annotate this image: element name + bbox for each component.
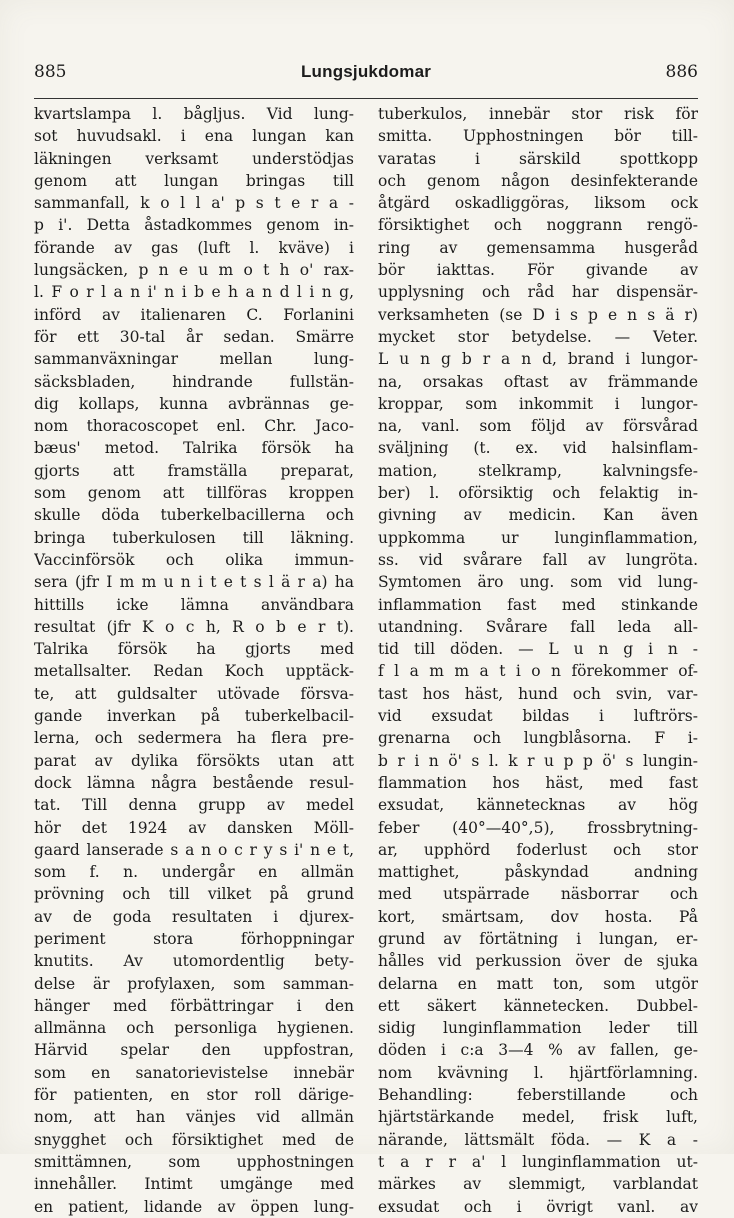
- text-line: tat. Till denna grupp av medel: [34, 796, 354, 815]
- text-line: Behandling: feberstillande och: [378, 1086, 698, 1105]
- text-line: periment stora förhoppningar: [34, 929, 354, 948]
- text-line: förande av gas (luft l. kväve) i: [34, 238, 354, 257]
- text-line: exsudat och i övrigt vanl. av: [378, 1197, 698, 1216]
- text-line: grund av förtätning i lungan, er-: [378, 929, 698, 948]
- text-line: en patient, lidande av öppen lung-: [34, 1197, 354, 1216]
- text-line: gande inverkan på tuberkelbacil-: [34, 707, 354, 726]
- text-line: närande, lättsmält föda. — K a -: [378, 1130, 698, 1149]
- header-rule: [34, 98, 698, 99]
- text-line: inflammation fast med stinkande: [378, 595, 698, 614]
- text-line: skulle döda tuberkelbacillerna och: [34, 506, 354, 525]
- text-line: gaard lanserade s a n o c r y s i' n e t,: [34, 840, 354, 859]
- text-line: ber) l. oförsiktig och felaktig in-: [378, 484, 698, 503]
- text-line: varatas i särskild spottkopp: [378, 149, 698, 168]
- text-line: resultat (jfr K o c h, R o b e r t).: [34, 617, 354, 636]
- text-line: smitta. Upphostningen bör till-: [378, 127, 698, 146]
- text-line: parat av dylika försökts utan att: [34, 751, 354, 770]
- text-line: bringa tuberkulosen till läkning.: [34, 528, 354, 547]
- text-line: av de goda resultaten i djurex-: [34, 907, 354, 926]
- text-line: nom thoracoscopet enl. Chr. Jaco-: [34, 417, 354, 436]
- text-line: som f. n. undergår en allmän: [34, 863, 354, 882]
- text-line: för patienten, en stor roll därige-: [34, 1086, 354, 1105]
- text-line: sammanfall, k o l l a' p s t e r a -: [34, 194, 354, 213]
- text-line: ring av gemensamma husgeråd: [378, 238, 698, 257]
- text-line: smittämnen, som upphostningen: [34, 1152, 354, 1171]
- text-line: snygghet och försiktighet med de: [34, 1130, 354, 1149]
- text-line: na, vanl. som följd av försvårad: [378, 417, 698, 436]
- running-header: [34, 62, 698, 92]
- text-line: Härvid spelar den uppfostran,: [34, 1041, 354, 1060]
- text-line: grenarna och lungblåsorna. F i-: [378, 729, 698, 748]
- text-line: sot huvudsakl. i ena lungan kan: [34, 127, 354, 146]
- text-line: gjorts att framställa preparat,: [34, 461, 354, 480]
- text-line: införd av italienaren C. Forlanini: [34, 305, 354, 324]
- text-line: lerna, och sedermera ha flera pre-: [34, 729, 354, 748]
- page-number-right: 886: [665, 62, 698, 82]
- text-line: sidig lunginflammation leder till: [378, 1019, 698, 1038]
- text-line: sammanväxningar mellan lung-: [34, 350, 354, 369]
- text-line: döden i c:a 3—4 % av fallen, ge-: [378, 1041, 698, 1060]
- text-line: hjärtstärkande medel, frisk luft,: [378, 1108, 698, 1127]
- text-line: upplysning och råd har dispensär-: [378, 283, 698, 302]
- text-line: delarna en matt ton, som utgör: [378, 974, 698, 993]
- text-line: innehåller. Intimt umgänge med: [34, 1175, 354, 1194]
- text-column-right: [378, 103, 698, 1218]
- text-line: vid exsudat bildas i luftrörs-: [378, 707, 698, 726]
- text-line: med utspärrade näsborrar och: [378, 885, 698, 904]
- text-line: ett säkert kännetecken. Dubbel-: [378, 996, 698, 1015]
- text-line: tast hos häst, hund och svin, var-: [378, 684, 698, 703]
- text-line: b r i n ö' s l. k r u p p ö' s lungin-: [378, 751, 698, 770]
- text-line: kroppar, som inkommit i lungor-: [378, 394, 698, 413]
- text-line: sera (jfr I m m u n i t e t s l ä r a) ha: [34, 573, 354, 592]
- text-line: mation, stelkramp, kalvningsfe-: [378, 461, 698, 480]
- text-line: utandning. Svårare fall leda all-: [378, 617, 698, 636]
- text-line: dig kollaps, kunna avbrännas ge-: [34, 394, 354, 413]
- text-line: na, orsakas oftast av främmande: [378, 372, 698, 391]
- text-line: allmänna och personliga hygienen.: [34, 1019, 354, 1038]
- text-line: dock lämna några bestående resul-: [34, 773, 354, 792]
- text-line: mycket stor betydelse. — Veter.: [378, 327, 698, 346]
- text-line: mattighet, påskyndad andning: [378, 863, 698, 882]
- text-line: läkningen verksamt understödjas: [34, 149, 354, 168]
- text-line: te, att guldsalter utövade försva-: [34, 684, 354, 703]
- text-line: ss. vid svårare fall av lungröta.: [378, 550, 698, 569]
- text-line: hänger med förbättringar i den: [34, 996, 354, 1015]
- text-line: tuberkulos, innebär stor risk för: [378, 105, 698, 123]
- text-line: knutits. Av utomordentlig bety-: [34, 952, 354, 971]
- text-line: ar, upphörd foderlust och stor: [378, 840, 698, 859]
- text-line: sväljning (t. ex. vid halsinflam-: [378, 439, 698, 458]
- text-line: Symtomen äro ung. som vid lung-: [378, 573, 698, 592]
- text-line: flammation hos häst, med fast: [378, 773, 698, 792]
- text-line: t a r r a' l lunginflammation ut-: [378, 1152, 698, 1171]
- text-line: hittills icke lämna användbara: [34, 595, 354, 614]
- text-line: Vaccinförsök och olika immun-: [34, 550, 354, 569]
- text-line: uppkomma ur lunginflammation,: [378, 528, 698, 547]
- running-title: Lungsjukdomar: [300, 62, 432, 81]
- text-line: tid till döden. — L u n g i n -: [378, 640, 698, 659]
- text-line: hålles vid perkussion över de sjuka: [378, 952, 698, 971]
- text-line: l. F o r l a n i' n i b e h a n d l i n g,: [34, 283, 354, 302]
- text-line: nom kvävning l. hjärtförlamning.: [378, 1063, 698, 1082]
- text-line: bæus' metod. Talrika försök ha: [34, 439, 354, 458]
- text-line: lungsäcken, p n e u m o t h o' rax-: [34, 261, 354, 280]
- text-line: som genom att tillföras kroppen: [34, 484, 354, 503]
- text-line: försiktighet och noggrann rengö-: [378, 216, 698, 235]
- text-line: verksamheten (se D i s p e n s ä r): [378, 305, 698, 324]
- text-line: delse är profylaxen, som samman-: [34, 974, 354, 993]
- text-line: prövning och till vilket på grund: [34, 885, 354, 904]
- text-line: kort, smärtsam, dov hosta. På: [378, 907, 698, 926]
- text-line: och genom någon desinfekterande: [378, 171, 698, 190]
- text-line: kvartslampa l. bågljus. Vid lung-: [34, 105, 354, 123]
- text-line: feber (40°—40°,5), frossbrytning-: [378, 818, 698, 837]
- text-column-left: [34, 103, 354, 1218]
- page-number-left: 885: [34, 62, 67, 82]
- text-line: nom, att han vänjes vid allmän: [34, 1108, 354, 1127]
- text-line: f l a m m a t i o n förekommer of-: [378, 662, 698, 681]
- text-line: hör det 1924 av dansken Möll-: [34, 818, 354, 837]
- text-line: p i'. Detta åstadkommes genom in-: [34, 216, 354, 235]
- text-line: Talrika försök ha gjorts med: [34, 640, 354, 659]
- text-line: säcksbladen, hindrande fullstän-: [34, 372, 354, 391]
- text-line: som en sanatorievistelse innebär: [34, 1063, 354, 1082]
- text-line: märkes av slemmigt, varblandat: [378, 1175, 698, 1194]
- text-line: metallsalter. Redan Koch upptäck-: [34, 662, 354, 681]
- text-line: exsudat, kännetecknas av hög: [378, 796, 698, 815]
- text-line: givning av medicin. Kan även: [378, 506, 698, 525]
- text-line: för ett 30-tal år sedan. Smärre: [34, 327, 354, 346]
- text-line: bör iakttas. För givande av: [378, 261, 698, 280]
- text-line: genom att lungan bringas till: [34, 171, 354, 190]
- text-line: åtgärd oskadliggöras, liksom ock: [378, 194, 698, 213]
- text-line: L u n g b r a n d, brand i lungor-: [378, 350, 698, 369]
